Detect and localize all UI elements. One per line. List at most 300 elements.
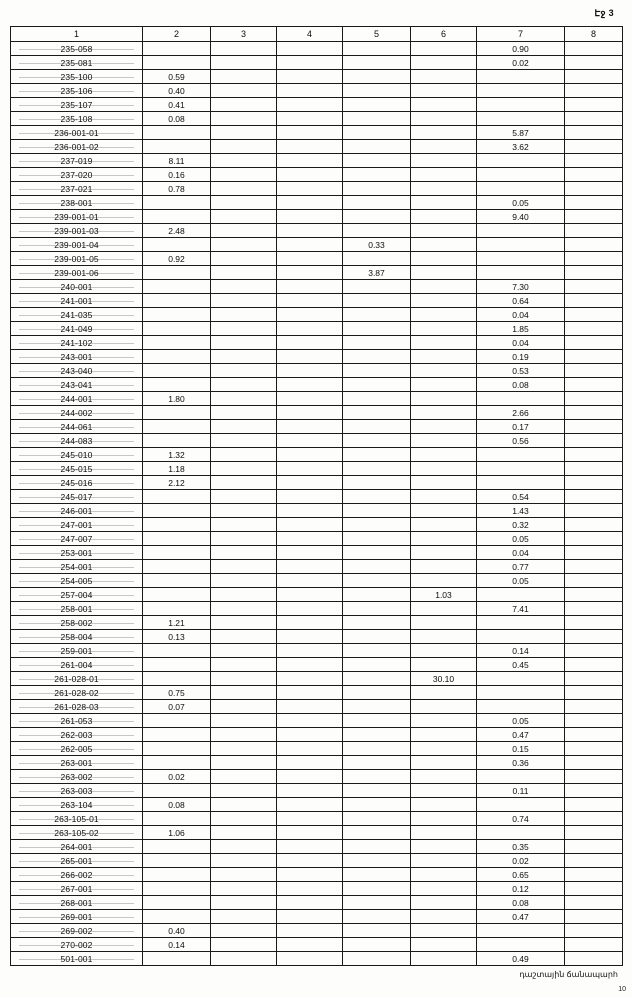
cell-value: [143, 728, 211, 742]
column-header-3: 3: [211, 27, 277, 42]
cell-value: [477, 462, 565, 476]
cell-value: [211, 630, 277, 644]
cell-value: [411, 196, 477, 210]
cell-parcel-code: 263-105-02: [11, 826, 143, 840]
cell-value: 1.21: [143, 616, 211, 630]
cell-value: [143, 588, 211, 602]
cell-value: [343, 938, 411, 952]
table-row: [11, 448, 623, 462]
cell-value: [143, 532, 211, 546]
cell-value: [411, 714, 477, 728]
cell-value: [565, 420, 623, 434]
cell-value: [411, 98, 477, 112]
column-header-6: 6: [411, 27, 477, 42]
cell-value: [343, 308, 411, 322]
cell-value: [343, 644, 411, 658]
cell-value: [343, 182, 411, 196]
cell-value: [277, 84, 343, 98]
cell-value: [565, 742, 623, 756]
cell-parcel-code: 238-001: [11, 196, 143, 210]
table-row: [11, 84, 623, 98]
cell-value: [277, 826, 343, 840]
cell-value: [411, 616, 477, 630]
cell-value: [477, 112, 565, 126]
cell-value: [277, 252, 343, 266]
cell-value: [343, 854, 411, 868]
cell-parcel-code: 235-108: [11, 112, 143, 126]
cell-value: [143, 378, 211, 392]
cell-value: [411, 574, 477, 588]
cell-value: [477, 238, 565, 252]
cell-value: [565, 392, 623, 406]
cell-value: [143, 812, 211, 826]
cell-value: [477, 630, 565, 644]
cell-value: [477, 224, 565, 238]
cell-value: [343, 728, 411, 742]
cell-value: 0.32: [477, 518, 565, 532]
cell-value: [411, 812, 477, 826]
cell-value: [277, 42, 343, 56]
cell-value: [565, 252, 623, 266]
cell-value: 1.85: [477, 322, 565, 336]
cell-value: [277, 798, 343, 812]
cell-value: [143, 658, 211, 672]
table-row: [11, 406, 623, 420]
cell-value: 5.87: [477, 126, 565, 140]
table-row: [11, 546, 623, 560]
table-row: [11, 420, 623, 434]
cell-value: [143, 854, 211, 868]
cell-value: [143, 868, 211, 882]
cell-value: [411, 826, 477, 840]
cell-value: [343, 546, 411, 560]
cell-value: [211, 602, 277, 616]
page-number-label: Էջ 3: [594, 8, 614, 18]
table-row: [11, 840, 623, 854]
cell-value: [343, 882, 411, 896]
cell-value: 2.48: [143, 224, 211, 238]
cell-value: 0.13: [143, 630, 211, 644]
table-row: [11, 364, 623, 378]
cell-value: [477, 392, 565, 406]
cell-parcel-code: 239-001-01: [11, 210, 143, 224]
cell-value: [211, 154, 277, 168]
table-body: [11, 42, 623, 966]
cell-value: 0.35: [477, 840, 565, 854]
cell-value: [565, 826, 623, 840]
cell-value: [411, 84, 477, 98]
cell-parcel-code: 235-100: [11, 70, 143, 84]
table-row: [11, 672, 623, 686]
cell-value: [411, 238, 477, 252]
table-header-row: [11, 27, 623, 42]
cell-value: [211, 910, 277, 924]
cell-value: [565, 602, 623, 616]
cell-value: [343, 700, 411, 714]
cell-value: [277, 336, 343, 350]
cell-value: [477, 168, 565, 182]
cell-value: [565, 882, 623, 896]
cell-value: [477, 448, 565, 462]
cell-value: [343, 518, 411, 532]
cell-value: [277, 280, 343, 294]
cell-value: [477, 616, 565, 630]
cell-value: [411, 448, 477, 462]
cell-parcel-code: 240-001: [11, 280, 143, 294]
cell-value: [211, 126, 277, 140]
cell-value: [343, 756, 411, 770]
cell-parcel-code: 237-020: [11, 168, 143, 182]
cell-value: [343, 826, 411, 840]
cell-value: [211, 532, 277, 546]
cell-value: 0.36: [477, 756, 565, 770]
cell-value: [277, 938, 343, 952]
cell-parcel-code: 253-001: [11, 546, 143, 560]
table-row: [11, 294, 623, 308]
cell-value: [477, 672, 565, 686]
cell-parcel-code: 265-001: [11, 854, 143, 868]
cell-value: [143, 546, 211, 560]
cell-value: 0.16: [143, 168, 211, 182]
cell-value: [411, 518, 477, 532]
cell-value: [211, 140, 277, 154]
cell-value: 1.43: [477, 504, 565, 518]
cell-value: 0.14: [143, 938, 211, 952]
table-row: [11, 518, 623, 532]
cell-value: [211, 490, 277, 504]
table-row: [11, 630, 623, 644]
cell-value: [411, 378, 477, 392]
cell-value: [277, 756, 343, 770]
table-row: [11, 56, 623, 70]
cell-value: [143, 210, 211, 224]
cell-value: [143, 504, 211, 518]
cell-value: [211, 588, 277, 602]
cell-value: [277, 504, 343, 518]
cell-value: [211, 896, 277, 910]
table-row: [11, 210, 623, 224]
cell-value: [143, 238, 211, 252]
cell-value: [411, 336, 477, 350]
cell-value: 0.64: [477, 294, 565, 308]
cell-value: [477, 700, 565, 714]
cell-value: [143, 364, 211, 378]
cell-value: [277, 546, 343, 560]
cell-value: [143, 280, 211, 294]
cell-value: [565, 658, 623, 672]
cell-value: [143, 56, 211, 70]
cell-value: [143, 672, 211, 686]
cell-value: [477, 686, 565, 700]
table-row: [11, 462, 623, 476]
table-row: [11, 938, 623, 952]
cell-value: [143, 350, 211, 364]
column-header-2: 2: [143, 27, 211, 42]
cell-value: [411, 658, 477, 672]
cell-parcel-code: 244-061: [11, 420, 143, 434]
cell-parcel-code: 254-005: [11, 574, 143, 588]
cell-value: [411, 126, 477, 140]
cell-value: [277, 672, 343, 686]
cell-value: [411, 350, 477, 364]
cell-parcel-code: 501-001: [11, 952, 143, 966]
cell-value: [277, 308, 343, 322]
cell-value: [343, 70, 411, 84]
cell-value: [211, 476, 277, 490]
cell-value: [211, 84, 277, 98]
cell-value: [565, 672, 623, 686]
cell-value: [211, 112, 277, 126]
cell-value: 1.18: [143, 462, 211, 476]
cell-value: [565, 812, 623, 826]
cell-value: [411, 532, 477, 546]
table-row: [11, 756, 623, 770]
cell-value: 0.49: [477, 952, 565, 966]
cell-parcel-code: 266-002: [11, 868, 143, 882]
cell-value: [143, 910, 211, 924]
cell-parcel-code: 244-002: [11, 406, 143, 420]
cell-value: 0.17: [477, 420, 565, 434]
cell-value: [411, 742, 477, 756]
table-row: [11, 154, 623, 168]
column-header-1: 1: [11, 27, 143, 42]
cell-value: [277, 518, 343, 532]
cell-value: [277, 350, 343, 364]
cell-value: [211, 392, 277, 406]
cell-value: 3.62: [477, 140, 565, 154]
table-row: [11, 770, 623, 784]
cell-value: [343, 392, 411, 406]
cell-value: [343, 630, 411, 644]
cell-value: 0.54: [477, 490, 565, 504]
cell-value: [477, 924, 565, 938]
table-row: [11, 392, 623, 406]
cell-parcel-code: 241-035: [11, 308, 143, 322]
table-row: [11, 112, 623, 126]
cell-value: [565, 756, 623, 770]
cell-value: 0.56: [477, 434, 565, 448]
cell-value: [277, 700, 343, 714]
cell-value: [143, 952, 211, 966]
cell-value: [211, 448, 277, 462]
cell-parcel-code: 264-001: [11, 840, 143, 854]
table-row: [11, 742, 623, 756]
cell-value: [565, 560, 623, 574]
cell-value: 0.40: [143, 924, 211, 938]
cell-value: [277, 154, 343, 168]
cell-parcel-code: 262-003: [11, 728, 143, 742]
cell-value: [411, 630, 477, 644]
cell-value: [277, 924, 343, 938]
table-row: [11, 224, 623, 238]
cell-value: [343, 154, 411, 168]
cell-value: [343, 574, 411, 588]
cell-value: [343, 168, 411, 182]
cell-value: [565, 686, 623, 700]
cell-value: [565, 364, 623, 378]
cell-value: [343, 840, 411, 854]
cell-parcel-code: 247-007: [11, 532, 143, 546]
cell-value: [277, 770, 343, 784]
cell-value: [565, 238, 623, 252]
table-row: [11, 952, 623, 966]
table-row: [11, 868, 623, 882]
cell-value: [411, 322, 477, 336]
cell-value: [565, 770, 623, 784]
cell-parcel-code: 261-053: [11, 714, 143, 728]
cell-value: [343, 42, 411, 56]
cell-value: [277, 462, 343, 476]
table-row: [11, 42, 623, 56]
cell-value: [211, 854, 277, 868]
cell-value: [343, 350, 411, 364]
cell-value: [411, 868, 477, 882]
cell-parcel-code: 245-015: [11, 462, 143, 476]
cell-value: [211, 672, 277, 686]
cell-value: [565, 168, 623, 182]
cell-value: [277, 574, 343, 588]
cell-parcel-code: 263-002: [11, 770, 143, 784]
cell-value: [211, 616, 277, 630]
cell-parcel-code: 245-017: [11, 490, 143, 504]
cell-value: [565, 938, 623, 952]
cell-value: 0.78: [143, 182, 211, 196]
table-row: [11, 602, 623, 616]
cell-value: [565, 518, 623, 532]
cell-value: 7.41: [477, 602, 565, 616]
cell-value: [277, 56, 343, 70]
cell-value: [343, 658, 411, 672]
cell-value: 0.05: [477, 714, 565, 728]
cell-value: 0.04: [477, 308, 565, 322]
cell-value: [277, 784, 343, 798]
cell-parcel-code: 236-001-02: [11, 140, 143, 154]
cell-value: [411, 546, 477, 560]
cell-value: 0.05: [477, 574, 565, 588]
cell-value: [565, 294, 623, 308]
cell-value: [277, 196, 343, 210]
cell-value: [565, 112, 623, 126]
cell-parcel-code: 239-001-03: [11, 224, 143, 238]
cell-value: [343, 714, 411, 728]
cell-value: 0.45: [477, 658, 565, 672]
table-row: [11, 266, 623, 280]
cell-parcel-code: 269-002: [11, 924, 143, 938]
cell-value: [411, 364, 477, 378]
cell-value: [143, 742, 211, 756]
cell-value: [411, 140, 477, 154]
cell-value: [211, 700, 277, 714]
cell-value: [343, 784, 411, 798]
cell-value: [277, 168, 343, 182]
cell-parcel-code: 241-049: [11, 322, 143, 336]
cell-value: [211, 462, 277, 476]
cell-value: [277, 476, 343, 490]
cell-value: [343, 742, 411, 756]
cell-value: [277, 868, 343, 882]
cell-value: 0.04: [477, 546, 565, 560]
cell-value: [343, 770, 411, 784]
cell-value: [477, 98, 565, 112]
cell-parcel-code: 261-028-02: [11, 686, 143, 700]
cell-value: [277, 840, 343, 854]
cell-value: [411, 490, 477, 504]
cell-value: [411, 854, 477, 868]
cell-value: 2.12: [143, 476, 211, 490]
cell-value: [411, 952, 477, 966]
cell-value: [477, 770, 565, 784]
cell-value: [411, 644, 477, 658]
cell-value: [211, 350, 277, 364]
cell-value: [343, 490, 411, 504]
cell-value: [143, 126, 211, 140]
cell-value: [565, 798, 623, 812]
table-row: [11, 686, 623, 700]
cell-value: [211, 406, 277, 420]
cell-value: [343, 686, 411, 700]
cell-value: [277, 910, 343, 924]
cell-value: [565, 336, 623, 350]
cell-value: [565, 630, 623, 644]
cell-value: [411, 266, 477, 280]
cell-value: [565, 546, 623, 560]
cell-value: [343, 56, 411, 70]
cell-parcel-code: 244-083: [11, 434, 143, 448]
cell-value: [211, 336, 277, 350]
cell-value: [411, 798, 477, 812]
cell-value: [143, 42, 211, 56]
table-row: [11, 588, 623, 602]
cell-value: [477, 588, 565, 602]
cell-value: 0.92: [143, 252, 211, 266]
cell-value: [565, 196, 623, 210]
cell-value: [277, 70, 343, 84]
cell-value: [411, 112, 477, 126]
cell-value: [343, 420, 411, 434]
cell-value: 0.19: [477, 350, 565, 364]
cell-value: [143, 196, 211, 210]
cell-value: [211, 644, 277, 658]
cell-value: 1.80: [143, 392, 211, 406]
cell-value: [477, 182, 565, 196]
cell-value: [343, 448, 411, 462]
cell-value: [411, 420, 477, 434]
cell-value: [411, 252, 477, 266]
cell-value: [343, 602, 411, 616]
cell-parcel-code: 263-001: [11, 756, 143, 770]
cell-value: [277, 896, 343, 910]
cell-value: [277, 294, 343, 308]
cell-parcel-code: 236-001-01: [11, 126, 143, 140]
table-row: [11, 322, 623, 336]
cell-value: [143, 406, 211, 420]
cell-parcel-code: 245-010: [11, 448, 143, 462]
cell-value: [411, 70, 477, 84]
cell-value: [143, 490, 211, 504]
cell-value: [411, 476, 477, 490]
table-row: [11, 476, 623, 490]
table-row: [11, 252, 623, 266]
cell-value: [211, 798, 277, 812]
cell-value: [565, 448, 623, 462]
cell-value: [565, 224, 623, 238]
cell-value: [211, 308, 277, 322]
cell-value: [277, 742, 343, 756]
cell-value: [477, 938, 565, 952]
cell-value: 0.65: [477, 868, 565, 882]
cell-value: [343, 434, 411, 448]
table-row: [11, 140, 623, 154]
